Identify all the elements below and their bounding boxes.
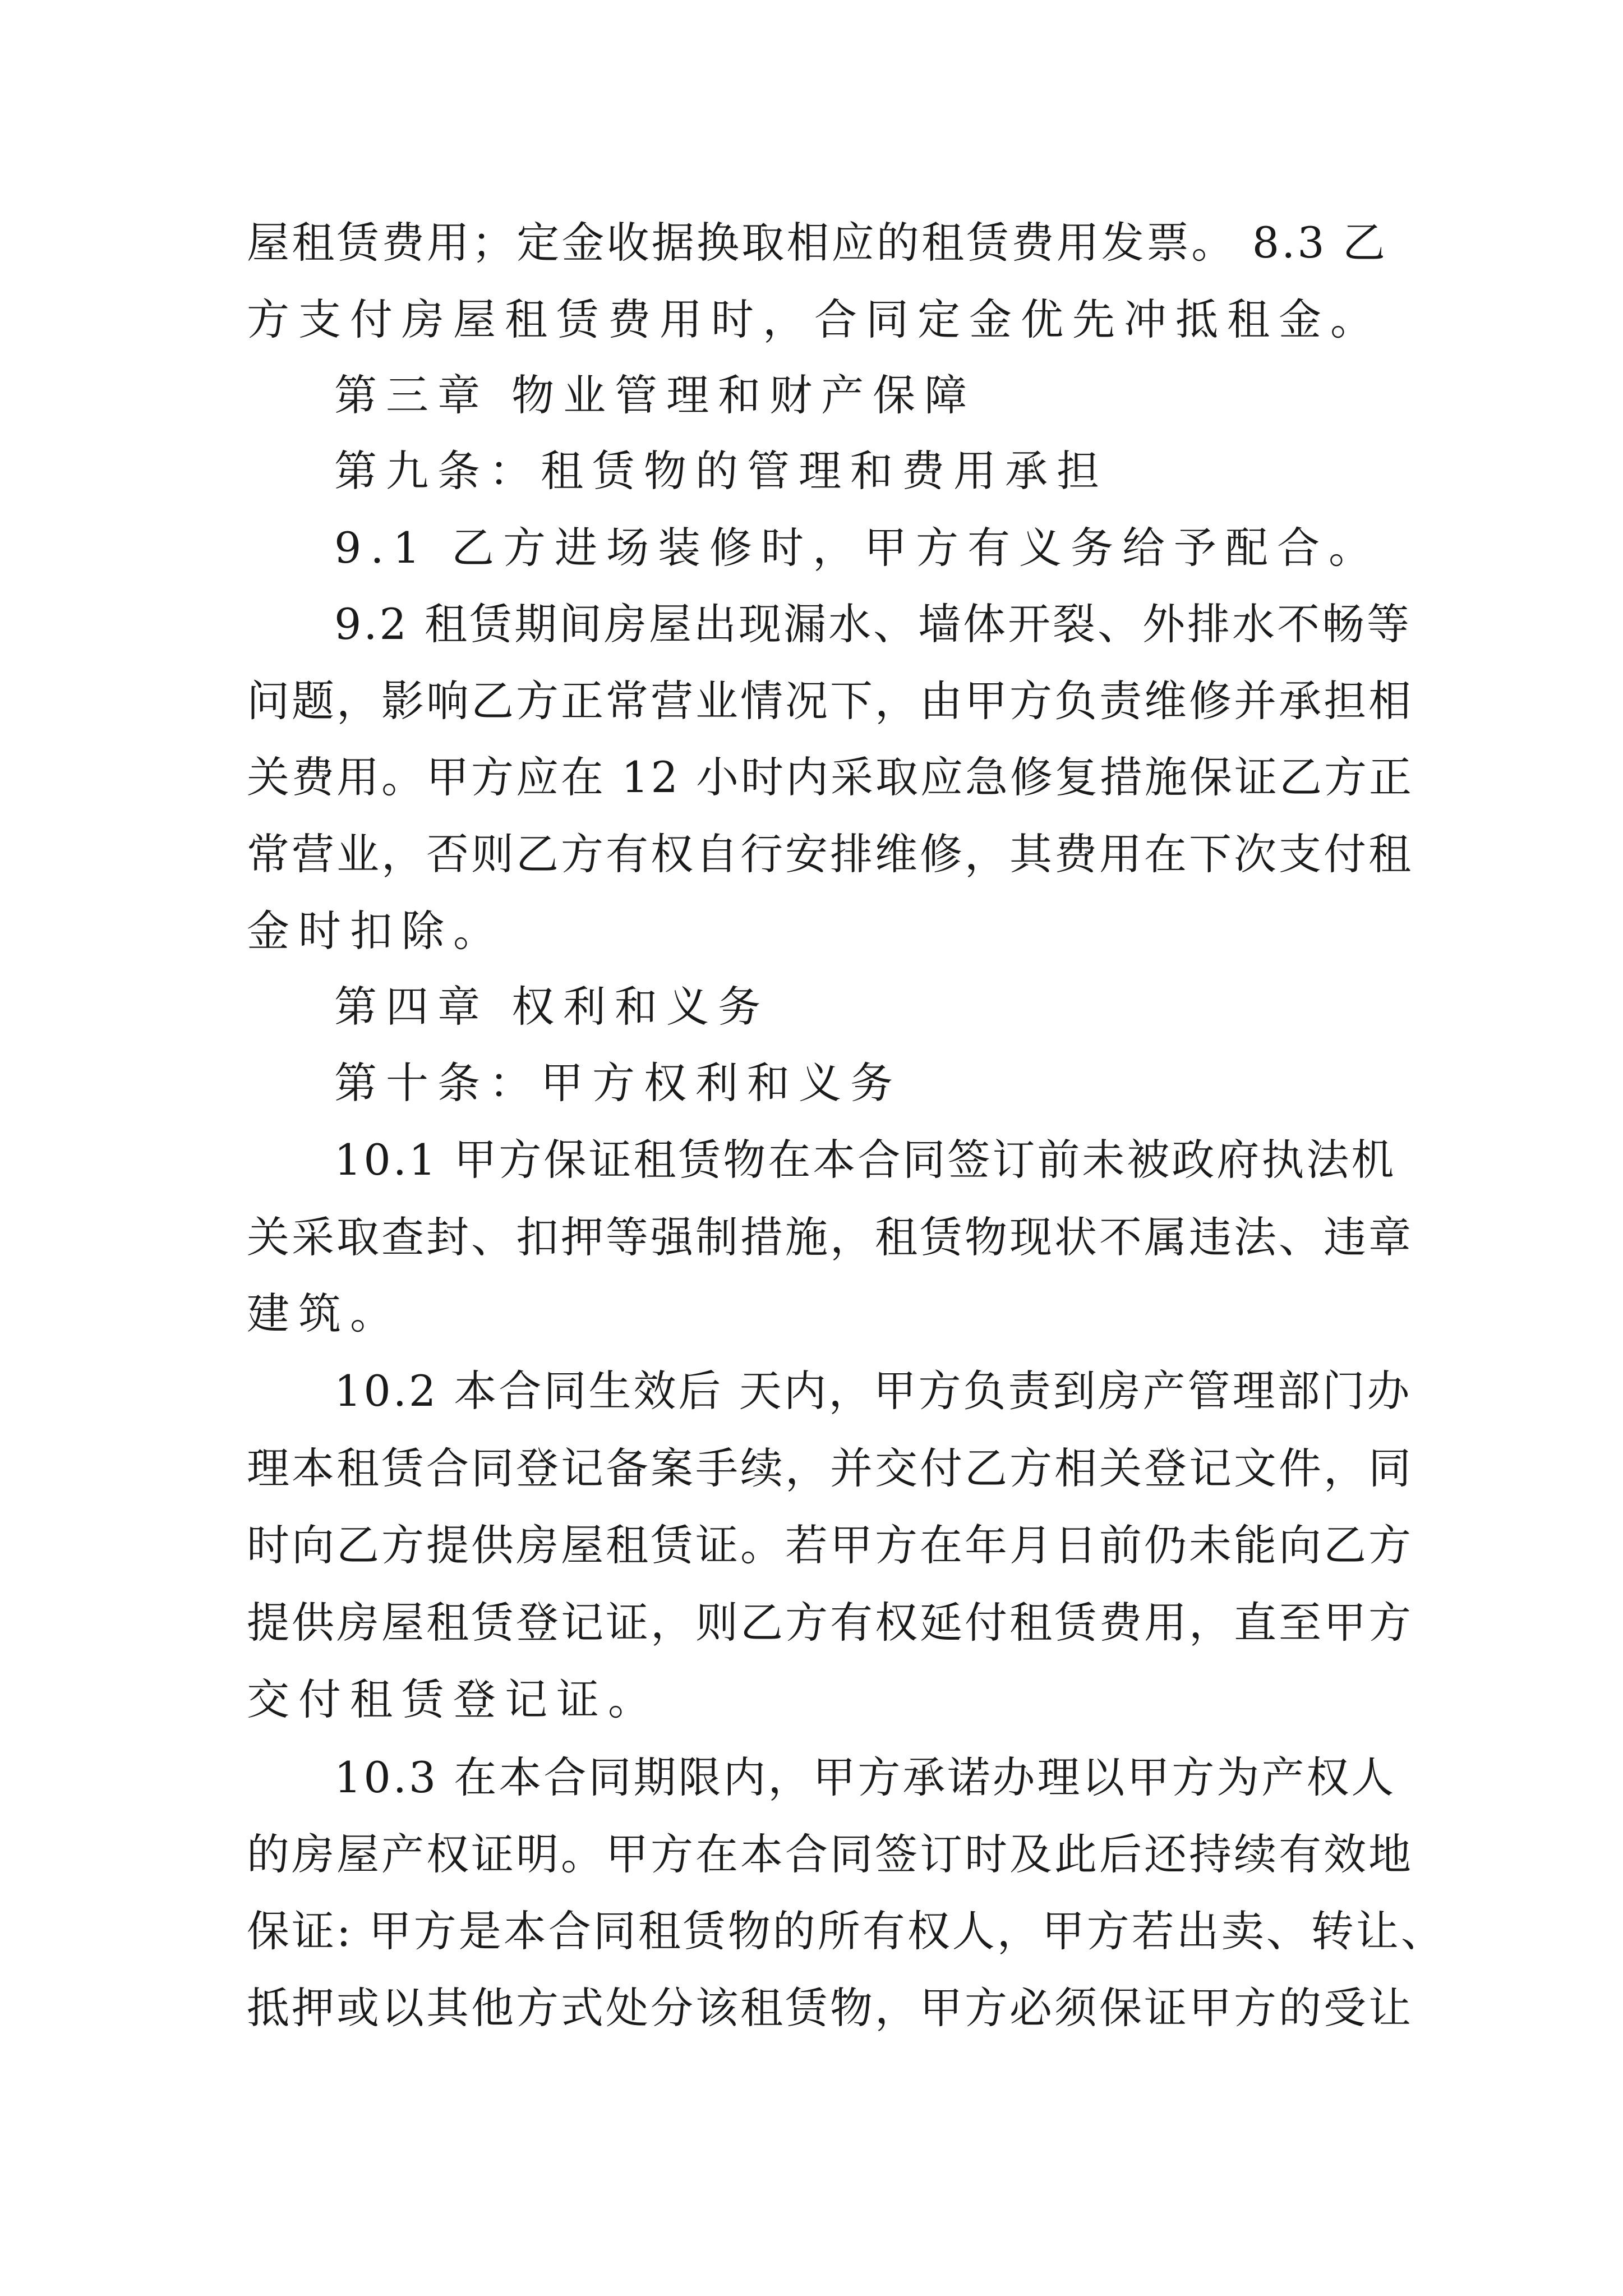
text-line: 屋租赁费用；定金收据换取相应的租赁费用发票。 8.3 乙 — [247, 218, 1387, 268]
text-line: 提供房屋租赁登记证，则乙方有权延付租赁费用，直至甲方 — [247, 1598, 1413, 1648]
text-line: 保证: 甲方是本合同租赁物的所有权人，甲方若出卖、转让、 — [247, 1906, 1446, 1956]
text-line: 建筑。 — [247, 1289, 402, 1338]
text-line: 9.2 租赁期间房屋出现漏水、墙体开裂、外排水不畅等 — [334, 599, 1412, 649]
text-line: 理本租赁合同登记备案手续，并交付乙方相关登记文件，同 — [247, 1443, 1413, 1493]
text-line: 金时扣除。 — [247, 906, 505, 956]
text-line: 10.1 甲方保证租赁物在本合同签订前未被政府执法机 — [334, 1135, 1396, 1185]
text-line: 交付租赁登记证。 — [247, 1674, 660, 1724]
text-line: 9.1 乙方进场装修时，甲方有义务给予配合。 — [334, 523, 1381, 573]
text-line: 时向乙方提供房屋租赁证。若甲方在年月日前仍未能向乙方 — [247, 1520, 1413, 1570]
chapter-heading: 第三章 物业管理和财产保障 — [334, 370, 976, 420]
article-heading: 第十条：甲方权利和义务 — [334, 1058, 902, 1108]
text-line: 关采取查封、扣押等强制措施，租赁物现状不属违法、违章 — [247, 1212, 1413, 1262]
text-line: 问题，影响乙方正常营业情况下，由甲方负责维修并承担相 — [247, 676, 1413, 726]
text-line: 方支付房屋租赁费用时，合同定金优先冲抵租金。 — [247, 295, 1382, 344]
article-heading: 第九条：租赁物的管理和费用承担 — [334, 446, 1108, 496]
chapter-heading: 第四章 权利和义务 — [334, 982, 770, 1032]
text-line: 10.3 在本合同期限内，甲方承诺办理以甲方为产权人 — [334, 1752, 1396, 1802]
text-line: 10.2 本合同生效后 天内，甲方负责到房产管理部门办 — [334, 1366, 1412, 1416]
text-line: 关费用。甲方应在 12 小时内采取应急修复措施保证乙方正 — [247, 752, 1414, 802]
text-line: 的房屋产权证明。甲方在本合同签订时及此后还持续有效地 — [247, 1829, 1413, 1879]
text-line: 常营业，否则乙方有权自行安排维修，其费用在下次支付租 — [247, 829, 1413, 879]
text-line: 抵押或以其他方式处分该租赁物，甲方必须保证甲方的受让 — [247, 1983, 1413, 2033]
